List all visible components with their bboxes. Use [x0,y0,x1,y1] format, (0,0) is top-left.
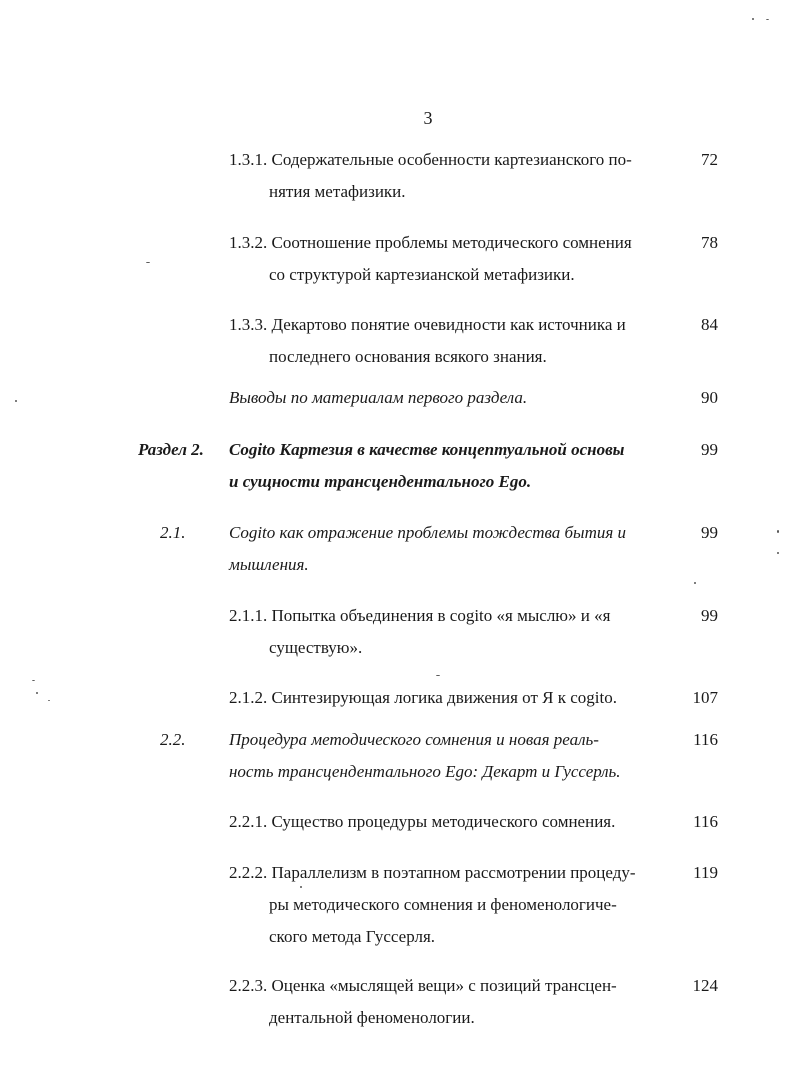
scan-speck [436,675,440,676]
toc-page-number: 84 [701,315,718,334]
scan-speck [777,530,779,533]
toc-entry-text [229,434,675,498]
toc-page-number: 78 [701,233,718,252]
toc-page-number: 116 [693,730,718,749]
toc-page-number: 99 [701,440,718,459]
toc-page-number: 107 [692,688,718,707]
scan-speck [146,262,150,263]
toc-entry-line: 2.1.2. Синтезирующая логика движения от Я к cogito. [229,688,617,707]
toc-entry-line: 1.3.3. Декартово понятие очевидности как источника и [229,315,626,334]
toc-entry-line: нятия метафизики. [269,182,406,201]
toc-entry-line: Выводы по материалам первого раздела. [229,388,528,407]
toc-page-number: 99 [701,523,718,542]
toc-entry-line: ского метода Гуссерля. [269,927,436,946]
toc-entry-text [229,600,675,664]
toc-entry-line: 1.3.1. Содержательные особенности картезианского по- [229,150,632,169]
toc-entry-text [229,517,675,581]
scan-speck [777,552,779,554]
toc-page-number: 116 [693,812,718,831]
toc-section-label: 2.1. [160,523,186,542]
toc-entry-line: ность трансцендентального Ego: Декарт и Гуссерль. [229,762,621,781]
scan-speck [694,582,696,584]
toc-section-label: 2.2. [160,730,186,749]
toc-entry-line: 2.2.3. Оценка «мыслящей вещи» с позиций трансцен- [229,976,617,995]
scan-speck [48,700,50,701]
toc-page-number: 119 [693,863,718,882]
toc-entry-line: 1.3.2. Соотношение проблемы методического сомнения [229,233,632,252]
toc-entry-line: и сущности трансцендентального Ego. [229,472,532,491]
toc-entry-line: ры методического сомнения и феноменологиче- [269,895,617,914]
toc-entry-text [229,227,675,291]
toc-entry-text [229,382,675,414]
toc-entry-line: 2.1.1. Попытка объединения в cogito «я мыслю» и «я [229,606,611,625]
toc-entry-text [229,309,675,373]
toc-entry-line: со структурой картезианской метафизики. [269,265,575,284]
scan-speck [300,886,302,888]
toc-entry-line: Процедура методического сомнения и новая реаль- [229,730,599,749]
scan-speck [15,400,17,402]
toc-entry-line: дентальной феноменологии. [269,1008,475,1027]
toc-entry-line: Cogito Картезия в качестве концептуальной основы [229,440,625,459]
toc-entry-line: Cogito как отражение проблемы тождества бытия и [229,523,627,542]
toc-entry-line: 2.2.1. Существо процедуры методического сомнения. [229,812,616,831]
toc-entry-text [229,806,675,838]
toc-page-number: 124 [692,976,718,995]
scan-speck [32,680,35,681]
toc-entry-text [229,144,675,208]
toc-entry-line: последнего основания всякого знания. [269,347,547,366]
toc-entry-line: мышления. [229,555,309,574]
toc-entry-line: 2.2.2. Параллелизм в поэтапном рассмотрении процеду- [229,863,636,882]
toc-section-label: Раздел 2. [138,440,204,459]
scan-speck [752,18,754,20]
scan-speck [36,692,38,694]
toc-page-number: 90 [701,388,718,407]
toc-entry-text [229,857,675,953]
toc-entry-line: существую». [269,638,363,657]
scan-speck [766,19,769,20]
toc-page-number: 72 [701,150,718,169]
page-number: 3 [423,108,433,128]
toc-entry-text [229,970,675,1034]
toc-page-number: 99 [701,606,718,625]
toc-entry-text [229,682,675,714]
toc-entry-text [229,724,675,788]
